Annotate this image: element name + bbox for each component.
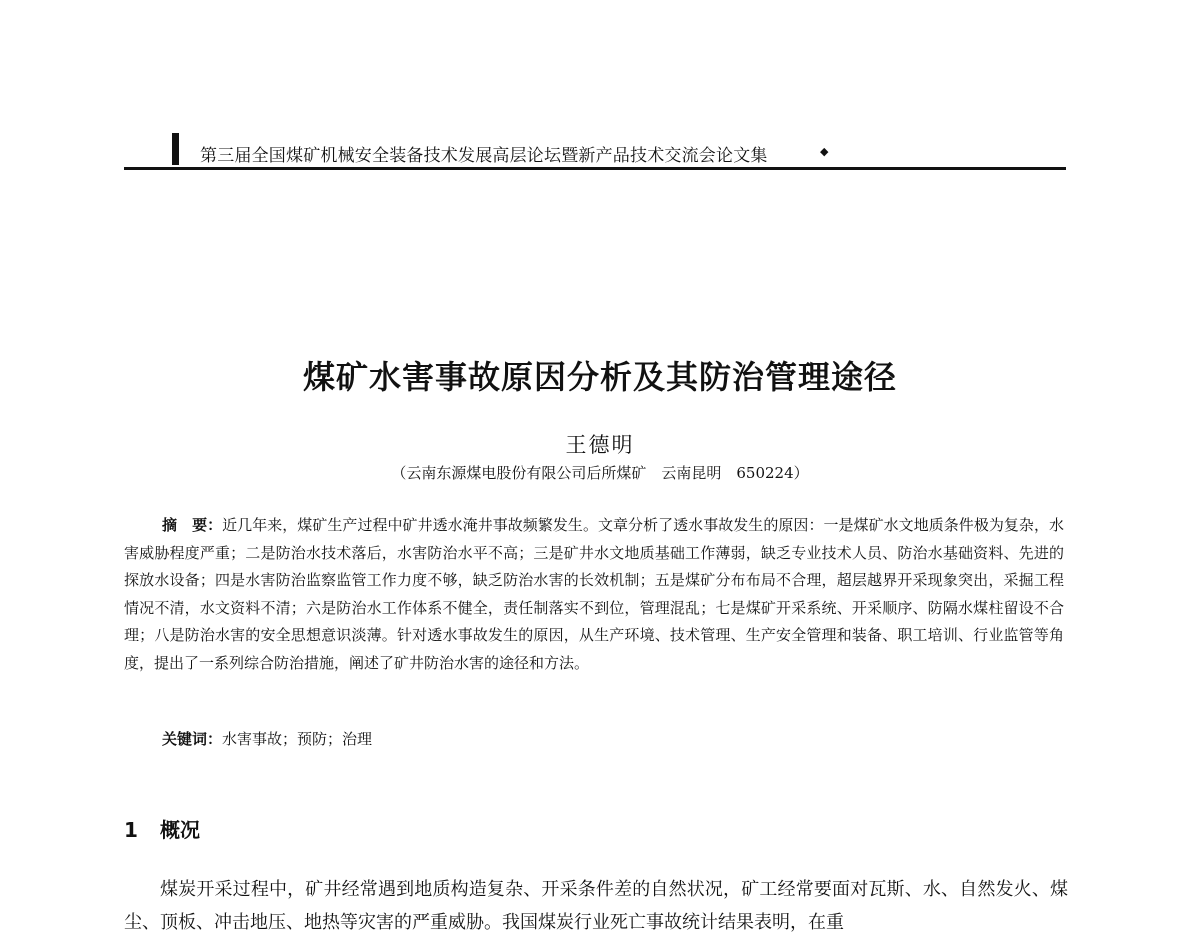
author-name: 王德明 [565,433,635,457]
header-marker-bar [172,133,179,165]
keywords-label: 关键词： [162,730,223,748]
diamond-icon: ◆ [820,145,829,158]
keywords [162,728,372,749]
abstract-label: 摘 要： [162,516,223,534]
section-title: 概况 [160,818,200,842]
keywords-text: 水害事故；预防；治理 [222,730,373,748]
section-number: 1 [124,818,138,842]
running-header [124,133,1066,170]
abstract-text: 近几年来，煤矿生产过程中矿井透水淹井事故频繁发生。文章分析了透水事故发生的原因：一是煤矿水文地质条件极为复杂，水害威胁程度严重；二是防治水技术落后，水害防治水平不高；三是矿井水文地质基础工作薄弱，缺乏专业技术人员、防治水基础资料、先进的探放水设备；四是水害防治监察监管工作力度不够，缺乏防治水害的长效机制；五是煤矿分布布局不合理，超层越界开采现象突出，采掘工程情况不清，水文资料不清；六是防治水工作体系不健全，责任制落实不到位，管理混乱；七是煤矿开采系统、开采顺序、防隔水煤柱留设不合理；八是防治水害的安全思想意识淡薄。针对透水事故发生的原因，从生产环境、技术管理、生产安全管理和装备、职工培训、行业监管等角度，提出了一系列综合防治措施，阐述了矿井防治水害的途径和方法。 [124,516,1064,672]
running-title: 第三届全国煤矿机械安全装备技术发展高层论坛暨新产品技术交流会论文集 [200,146,768,166]
section-heading [124,814,200,843]
author-affiliation: （云南东源煤电股份有限公司后所煤矿 云南昆明 650224） [391,464,809,482]
abstract [124,512,1064,677]
section-body-paragraph: 煤炭开采过程中，矿井经常遇到地质构造复杂、开采条件差的自然状况，矿工经常要面对瓦斯、水、自然发火、煤尘、顶板、冲击地压、地热等灾害的严重威胁。我国煤炭行业死亡事故统计结果表明，在重 [124,879,1068,933]
paper-title: 煤矿水害事故原因分析及其防治管理途径 [302,358,897,396]
